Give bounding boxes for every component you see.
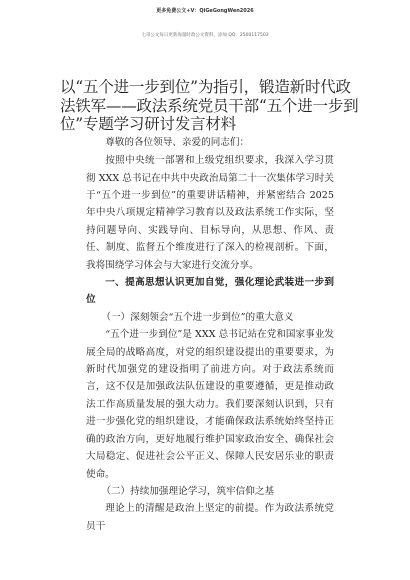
subsection-heading-1: （一）深刻领会“五个进一步到位”的重大意义 — [101, 311, 294, 323]
subsection-paragraph-1: “五个进一步到位”是 XXX 总书记站在党和国家事业发展全局的战略高度，对党的组织建设提出的重要要求，为新时代加强党的建设指明了前进方向。对于政法系统而言，这不仅是加强政法队伍建设的重要遵循，更是推动政法工作高质量发展的强大动力。我们要深刻认识到，只有进一步强化党的组织建设，才能确保政法系统始终坚持正确的政治方向，更好地履行维护国家政治安全、确保社会大局稳定、促进社会公平正义、保障人民安居乐业的职责使命。 — [86, 329, 334, 480]
promo-header: 更多免费公文+V：QiGeGongWen2026 — [156, 8, 254, 14]
document-title: 以“五个进一步到位”为指引，锻造新时代政法铁军——政法系统党员干部“五个进一步到位”专题学习研讨发言材料 — [60, 78, 359, 133]
intro-paragraph: 按照中央统一部署和上级党组织要求，我深入学习贯彻 XXX 总书记在中共中央政治局第二十一次集体学习时关于“五个进一步到位”的重要讲话精神，并紧密结合 2025 年中央八项规定精神学习教育以及政法系统工作实际，坚持问题导向、实践导向、目标导向，从思想、作风、责任、制度、监督五个维度进行了深入的检视剖析。下面，我将围绕学习体会与大家进行交流分享。 — [86, 155, 334, 271]
subsection-paragraph-2: 理论上的清醒是政治上坚定的前提。作为政法系统党员干 — [86, 503, 334, 532]
subsection-heading-2: （二）持续加强理论学习，筑牢信仰之基 — [101, 485, 275, 497]
promo-subheader: 七哥公文每日更新海量时政公文资料，添加 QQ：2500117503 — [141, 33, 269, 38]
section-heading-1: 一、提高思想认识更加自觉，强化理论武装进一步到位 — [86, 277, 334, 306]
salutation: 尊敬的各位领导、亲爱的同志们： — [105, 137, 250, 148]
document-body — [86, 134, 334, 535]
